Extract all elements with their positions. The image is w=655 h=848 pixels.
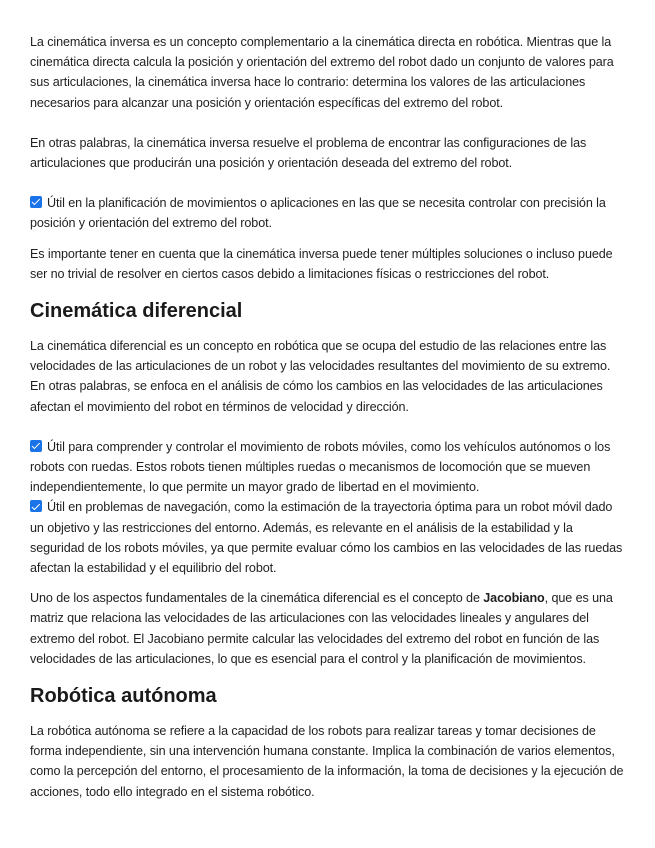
checkbox-checked-icon bbox=[30, 500, 42, 512]
checklist-item bbox=[30, 437, 625, 498]
inverse-kinematics-note: Es importante tener en cuenta que la cinemática inversa puede tener múltiples soluciones o incluso puede ser no trivial de resolver en ciertos casos debido a limitaciones físicas o restricciones del robot. bbox=[30, 246, 613, 281]
section-heading-autonomous: Robótica autónoma bbox=[30, 685, 217, 708]
checklist-item bbox=[30, 497, 625, 578]
inverse-kinematics-intro: La cinemática inversa es un concepto complementario a la cinemática directa en robótica. Mientras que la cinemática directa calcula la posición y orientación del extremo del robot dado un conjunto de valores para sus articulaciones, la cinemática inversa hace lo contrario: determina los valores de las articulaciones necesarios para alcanzar una posición y orientación específicas del extremo del robot. bbox=[30, 35, 614, 110]
jacobian-term: Jacobiano bbox=[483, 591, 545, 606]
checklist-item bbox=[30, 193, 625, 233]
jacobian-paragraph: Uno de los aspectos fundamentales de la cinemática diferencial es el concepto de Jacobiano, que es una matriz que relaciona las velocidades de las articulaciones con las velocidades lineales y angulares del extremo del robot. El Jacobiano permite calcular las velocidades del extremo del robot en función de las velocidades de las articulaciones, lo que es esencial para el control y la planificación de movimientos. bbox=[30, 591, 613, 666]
autonomous-robotics-intro: La robótica autónoma se refiere a la capacidad de los robots para realizar tareas y tomar decisiones de forma independiente, sin una intervención humana constante. Implica la combinación de varios elementos, como la percepción del entorno, el procesamiento de la información, la toma de decisiones y la ejecución de acciones, todo ello integrado en el sistema robótico. bbox=[30, 724, 624, 799]
checkbox-checked-icon bbox=[30, 196, 42, 208]
checklist-item-text: Útil en la planificación de movimientos o aplicaciones en las que se necesita controlar con precisión la posición y orientación del extremo del robot. bbox=[30, 196, 606, 231]
checklist-item-text: Útil en problemas de navegación, como la estimación de la trayectoria óptima para un robot móvil dado un objetivo y las restricciones del entorno. Además, es relevante en el análisis de la estabilidad y la seguridad de los robots móviles, ya que permite evaluar cómo los cambios en las velocidades de las ruedas afectan la estabilidad y el equilibrio del robot. bbox=[30, 500, 623, 576]
differential-kinematics-intro: La cinemática diferencial es un concepto en robótica que se ocupa del estudio de las relaciones entre las velocidades de las articulaciones de un robot y las velocidades resultantes del movimiento de su extremo. En otras palabras, se enfoca en el análisis de cómo los cambios en las velocidades de las articulaciones afectan el movimiento del robot en términos de velocidad y dirección. bbox=[30, 339, 611, 414]
inverse-kinematics-summary: En otras palabras, la cinemática inversa resuelve el problema de encontrar las configuraciones de las articulaciones que producirán una posición y orientación deseada del extremo del robot. bbox=[30, 135, 587, 171]
checkbox-checked-icon bbox=[30, 440, 42, 452]
section-heading-differential: Cinemática diferencial bbox=[30, 300, 243, 323]
checklist-item-text: Útil para comprender y controlar el movimiento de robots móviles, como los vehículos autónomos o los robots con ruedas. Estos robots tienen múltiples ruedas o mecanismos de locomoción que se mueven independientemente, lo que permite un mayor grado de libertad en el movimiento. bbox=[30, 439, 611, 495]
